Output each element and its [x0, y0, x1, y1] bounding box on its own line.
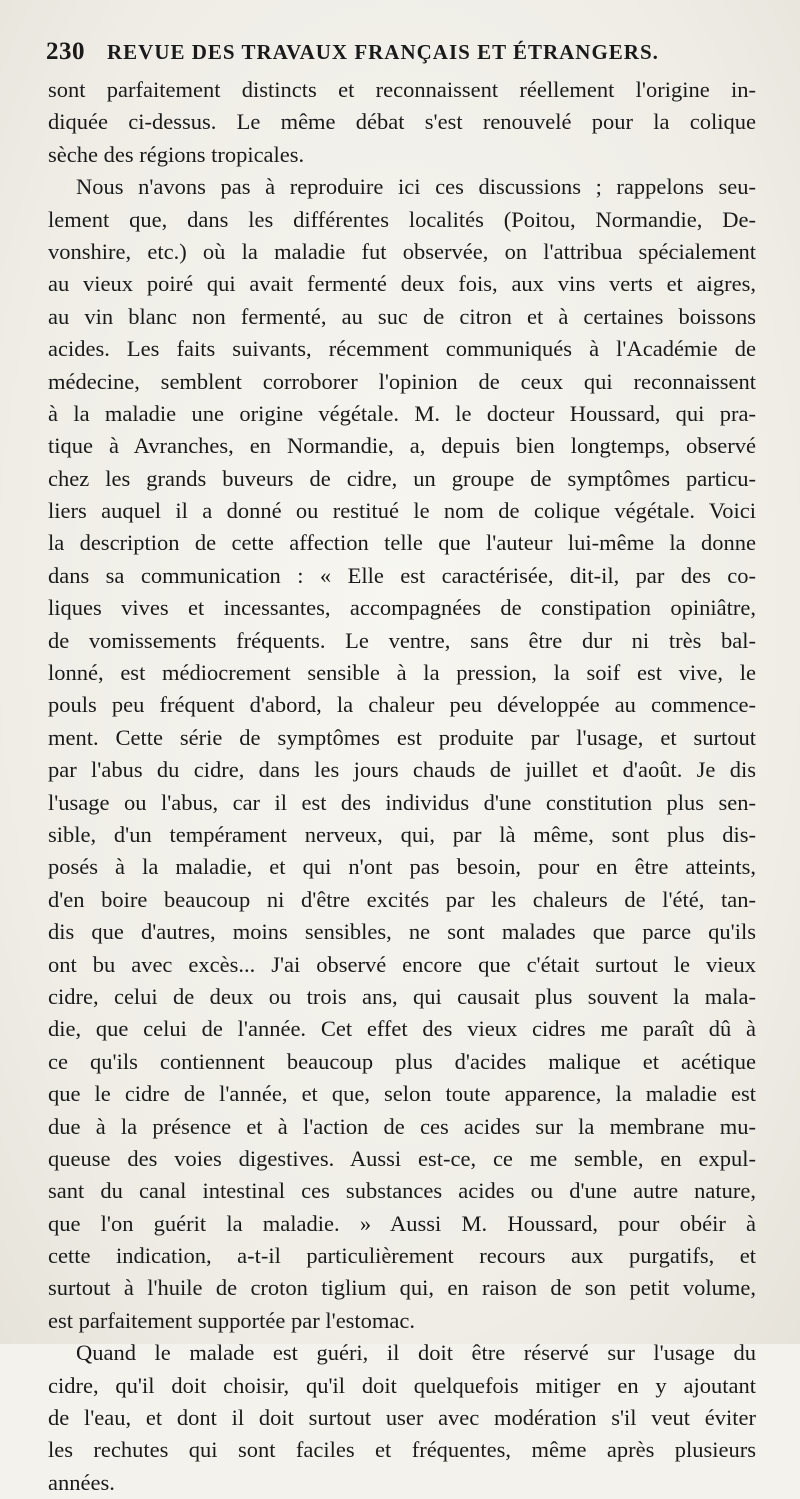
- text-line: au vieux poiré qui avait fermenté deux fois, aux vins verts et aigres,: [48, 271, 756, 297]
- text-line: pouls peu fréquent d'abord, la chaleur peu développée au commence-: [48, 692, 756, 718]
- text-line: les rechutes qui sont faciles et fréquentes, même après plusieurs: [48, 1437, 756, 1463]
- text-line: sible, d'un tempérament nerveux, qui, par là même, sont plus dis-: [48, 821, 756, 847]
- text-line: chez les grands buveurs de cidre, un groupe de symptômes particu-: [48, 465, 756, 491]
- text-line: die, que celui de l'année. Cet effet des vieux cidres me paraît dû à: [48, 1016, 756, 1042]
- text-line: d'en boire beaucoup ni d'être excités par les chaleurs de l'été, tan-: [48, 886, 756, 912]
- text-line: acides. Les faits suivants, récemment communiqués à l'Académie de: [48, 336, 756, 362]
- text-line: due à la présence et à l'action de ces acides sur la membrane mu-: [48, 1113, 756, 1139]
- paragraph-first-line: Nous n'avons pas à reproduire ici ces discussions ; rappelons seu-: [76, 174, 756, 200]
- text-line: lement que, dans les différentes localités (Poitou, Normandie, De-: [48, 206, 756, 232]
- page-number: 230: [46, 38, 85, 65]
- text-line: la description de cette affection telle que l'auteur lui-même la donne: [48, 530, 756, 556]
- text-line: surtout à l'huile de croton tiglium qui, en raison de son petit volume,: [48, 1275, 756, 1301]
- text-line: de l'eau, et dont il doit surtout user avec modération s'il veut éviter: [48, 1405, 756, 1431]
- text-line: dis que d'autres, moins sensibles, ne sont malades que parce qu'ils: [48, 919, 756, 945]
- text-line: diquée ci-dessus. Le même débat s'est renouvelé pour la colique: [48, 109, 756, 135]
- text-line: cette indication, a-t-il particulièrement recours aux purgatifs, et: [48, 1243, 756, 1269]
- text-line: sant du canal intestinal ces substances acides ou d'une autre nature,: [48, 1178, 756, 1204]
- text-line: tique à Avranches, en Normandie, a, depuis bien longtemps, observé: [48, 433, 756, 459]
- text-line: ont bu avec excès... J'ai observé encore que c'était surtout le vieux: [48, 951, 756, 977]
- text-line: liers auquel il a donné ou restitué le nom de colique végétale. Voici: [48, 498, 756, 524]
- text-line: l'usage ou l'abus, car il est des individus d'une constitution plus sen-: [48, 789, 756, 815]
- text-line: par l'abus du cidre, dans les jours chauds de juillet et d'août. Je dis: [48, 757, 756, 783]
- text-line: lonné, est médiocrement sensible à la pression, la soif est vive, le: [48, 660, 756, 686]
- text-line: queuse des voies digestives. Aussi est-ce, ce me semble, en expul-: [48, 1145, 756, 1171]
- text-line: posés à la maladie, et qui n'ont pas besoin, pour en être atteints,: [48, 854, 756, 880]
- text-line: cidre, celui de deux ou trois ans, qui causait plus souvent la mala-: [48, 983, 756, 1009]
- text-line: ce qu'ils contiennent beaucoup plus d'acides malique et acétique: [48, 1048, 756, 1074]
- text-line: médecine, semblent corroborer l'opinion de ceux qui reconnaissent: [48, 368, 756, 394]
- text-line: de vomissements fréquents. Le ventre, sans être dur ni très bal-: [48, 627, 756, 653]
- text-line: années.: [48, 1469, 115, 1495]
- text-line: vonshire, etc.) où la maladie fut observée, on l'attribua spécialement: [48, 238, 756, 264]
- body-text: [48, 74, 756, 1499]
- text-line: à la maladie une origine végétale. M. le docteur Houssard, qui pra-: [48, 400, 756, 426]
- text-line: est parfaitement supportée par l'estomac.: [48, 1307, 416, 1333]
- text-line: dans sa communication : « Elle est caractérisée, dit-il, par des co-: [48, 562, 756, 588]
- paragraph-first-line: Quand le malade est guéri, il doit être réservé sur l'usage du: [76, 1340, 756, 1366]
- text-line: que le cidre de l'année, et que, selon toute apparence, la maladie est: [48, 1081, 756, 1107]
- text-line: sèche des régions tropicales.: [48, 141, 305, 167]
- text-line: au vin blanc non fermenté, au suc de citron et à certaines boissons: [48, 303, 756, 329]
- text-line: cidre, qu'il doit choisir, qu'il doit quelquefois mitiger en y ajoutant: [48, 1372, 756, 1398]
- text-line: ment. Cette série de symptômes est produite par l'usage, et surtout: [48, 724, 756, 750]
- text-line: liques vives et incessantes, accompagnées de constipation opiniâtre,: [48, 595, 756, 621]
- running-head: [46, 34, 766, 70]
- text-line: que l'on guérit la maladie. » Aussi M. Houssard, pour obéir à: [48, 1210, 756, 1236]
- running-title: REVUE DES TRAVAUX FRANÇAIS ET ÉTRANGERS.: [107, 40, 659, 64]
- text-line: sont parfaitement distincts et reconnaissent réellement l'origine in-: [48, 77, 756, 102]
